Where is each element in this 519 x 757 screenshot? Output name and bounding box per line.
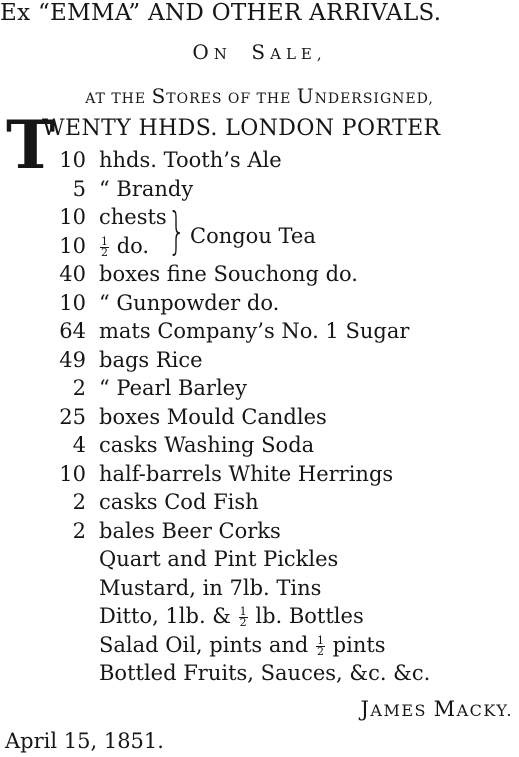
stores-heading <box>0 84 519 108</box>
signature-rest-ames: AMES <box>370 701 434 720</box>
item-description: “ Brandy <box>99 176 194 201</box>
description-segment: Salad Oil, pints and <box>99 632 315 657</box>
item-description: chests <box>99 205 167 229</box>
advert-date: April 15, 1851. <box>5 729 164 753</box>
item-description <box>99 604 364 628</box>
fraction-half: $\frac{1}{2}$ <box>317 633 324 658</box>
item-description: Bottled Fruits, Sauces, &c. &c. <box>99 661 431 685</box>
item-quantity: 4 <box>72 433 86 457</box>
stores-word-ndersigned: NDERSIGNED, <box>314 91 434 107</box>
item-quantity: 49 <box>59 347 86 372</box>
item-description: casks Cod Fish <box>99 490 259 514</box>
description-segment: pints <box>326 632 386 657</box>
item-description: bags Rice <box>99 347 203 372</box>
item-description: boxes Mould Candles <box>99 404 327 429</box>
item-description: bales Beer Corks <box>99 518 281 543</box>
merchant-signature <box>360 697 513 721</box>
stores-word-at-the: AT THE <box>85 91 152 107</box>
item-description: “ Gunpowder do. <box>99 290 280 315</box>
item-quantity: 2 <box>72 518 86 543</box>
item-quantity: 2 <box>72 376 86 400</box>
tea-brace: } <box>168 202 186 260</box>
signature-cap-m: M <box>433 697 457 721</box>
item-quantity: 10 <box>59 205 86 229</box>
stores-word-tores: TORES OF THE <box>166 91 297 107</box>
item-quantity: 10 <box>59 233 86 258</box>
item-description: Mustard, in 7lb. Tins <box>99 575 322 600</box>
congou-tea-label: Congou Tea <box>190 224 316 248</box>
first-item-porter: WENTY HHDS. LONDON PORTER <box>42 116 441 141</box>
item-description: half-barrels White Herrings <box>99 461 394 486</box>
item-quantity: 40 <box>59 262 86 286</box>
item-quantity: 25 <box>59 404 86 429</box>
item-description <box>99 633 386 657</box>
item-description: Quart and Pint Pickles <box>99 547 339 571</box>
description-segment: lb. Bottles <box>248 604 364 628</box>
item-quantity: 10 <box>59 148 86 172</box>
on-sale-heading <box>0 40 519 64</box>
signature-cap-j: J <box>360 697 371 721</box>
headline-arrivals: Ex “EMMA” AND OTHER ARRIVALS. <box>0 0 442 26</box>
item-description: casks Washing Soda <box>99 433 315 457</box>
item-quantity: 64 <box>59 319 86 343</box>
on-sale-rest-sale: ALE, <box>270 45 327 63</box>
stores-cap-u: U <box>296 84 315 108</box>
fraction-half: $\frac{1}{2}$ <box>101 234 108 259</box>
item-quantity: 2 <box>72 490 86 514</box>
fraction-half: $\frac{1}{2}$ <box>239 605 247 629</box>
item-description: $\frac{1}{2}$ do. <box>101 233 150 259</box>
item-description: “ Pearl Barley <box>99 376 247 400</box>
drop-cap-letter: T <box>6 106 56 184</box>
description-segment: Ditto, 1lb. & <box>99 604 238 628</box>
item-quantity: 10 <box>59 461 86 486</box>
on-sale-cap-s: S <box>251 40 271 64</box>
on-sale-cap-o: O <box>192 40 214 64</box>
item-quantity: 10 <box>59 290 86 315</box>
item-description: boxes fine Souchong do. <box>99 262 358 286</box>
item-quantity: 5 <box>72 176 86 201</box>
on-sale-rest-on: N <box>213 45 232 63</box>
item-description: hhds. Tooth’s Ale <box>99 148 282 172</box>
stores-cap-s: S <box>151 84 167 108</box>
signature-rest-acky: ACKY. <box>456 701 513 720</box>
item-description: mats Company’s No. 1 Sugar <box>99 319 410 343</box>
